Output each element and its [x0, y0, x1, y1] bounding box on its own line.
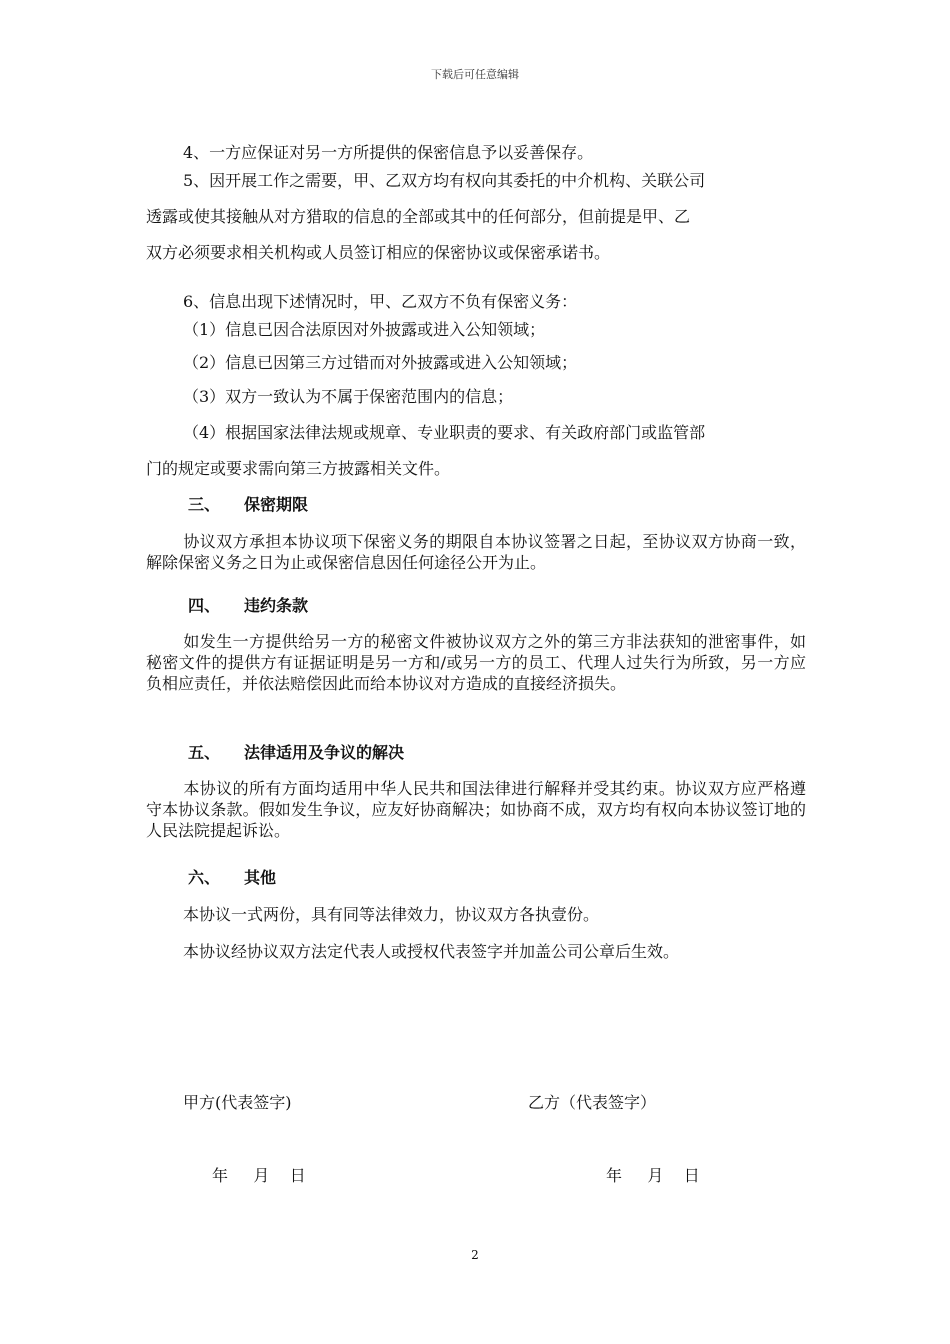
clause-4: 4、一方应保证对另一方所提供的保密信息予以妥善保存。 — [183, 143, 594, 162]
party-a-signature-label: 甲方(代表签字) — [183, 1093, 292, 1112]
section-4-text: 如发生一方提供给另一方的秘密文件被协议双方之外的第三方非法获知的泄密事件，如秘密文件的提供方有证据证明是另一方和/或另一方的员工、代理人过失行为所致，另一方应负相应责任，并依法赔偿因此而给本协议对方造成的直接经济损失。 — [146, 632, 806, 693]
section-5-number: 五、 — [188, 743, 221, 762]
clause-6-item-2: （2）信息已因第三方过错而对外披露或进入公知领域； — [183, 353, 578, 372]
party-b-date: 年 月 日 — [606, 1166, 700, 1185]
clause-6-item-3: （3）双方一致认为不属于保密范围内的信息； — [183, 387, 514, 406]
section-5-text: 本协议的所有方面均适用中华人民共和国法律进行解释并受其约束。协议双方应严格遵守本协议条款。假如发生争议，应友好协商解决；如协商不成，双方均有权向本协议签订地的人民法院提起诉讼。 — [146, 779, 806, 840]
clause-5-line-1: 5、因开展工作之需要，甲、乙双方均有权向其委托的中介机构、关联公司 — [183, 171, 706, 190]
section-6-heading — [188, 868, 276, 888]
section-6-line-1: 本协议一式两份，具有同等法律效力，协议双方各执壹份。 — [183, 905, 600, 924]
section-5-heading — [188, 743, 404, 763]
section-6-title: 其他 — [244, 868, 277, 887]
section-3-paragraph — [146, 532, 806, 574]
section-3-text: 协议双方承担本协议项下保密义务的期限自本协议签署之日起，至协议双方协商一致，解除保密义务之日为止或保密信息因任何途径公开为止。 — [146, 532, 806, 572]
section-5-paragraph — [146, 779, 806, 841]
section-3-title: 保密期限 — [244, 495, 309, 514]
clause-6-item-4-line-2: 门的规定或要求需向第三方披露相关文件。 — [146, 459, 451, 478]
section-3-number: 三、 — [188, 495, 221, 514]
section-5-title: 法律适用及争议的解决 — [244, 743, 405, 762]
section-4-number: 四、 — [188, 596, 221, 615]
clause-5-line-3: 双方必须要求相关机构或人员签订相应的保密协议或保密承诺书。 — [146, 243, 611, 262]
section-3-heading — [188, 495, 308, 515]
clause-6-item-4-line-1: （4）根据国家法律法规或规章、专业职责的要求、有关政府部门或监管部 — [183, 423, 706, 442]
party-a-date: 年 月 日 — [212, 1166, 306, 1185]
section-4-heading — [188, 596, 308, 616]
party-b-signature-label: 乙方（代表签字） — [528, 1093, 657, 1112]
section-4-title: 违约条款 — [244, 596, 309, 615]
page-header: 下载后可任意编辑 — [431, 68, 519, 81]
clause-6-intro: 6、信息出现下述情况时，甲、乙双方不负有保密义务： — [183, 292, 578, 311]
section-4-paragraph — [146, 632, 806, 694]
section-6-number: 六、 — [188, 868, 221, 887]
clause-5-line-2: 透露或使其接触从对方猎取的信息的全部或其中的任何部分，但前提是甲、乙 — [146, 207, 691, 226]
page-number: 2 — [471, 1248, 479, 1262]
clause-6-item-1: （1）信息已因合法原因对外披露或进入公知领域； — [183, 320, 546, 339]
section-6-line-2: 本协议经协议双方法定代表人或授权代表签字并加盖公司公章后生效。 — [183, 942, 680, 961]
